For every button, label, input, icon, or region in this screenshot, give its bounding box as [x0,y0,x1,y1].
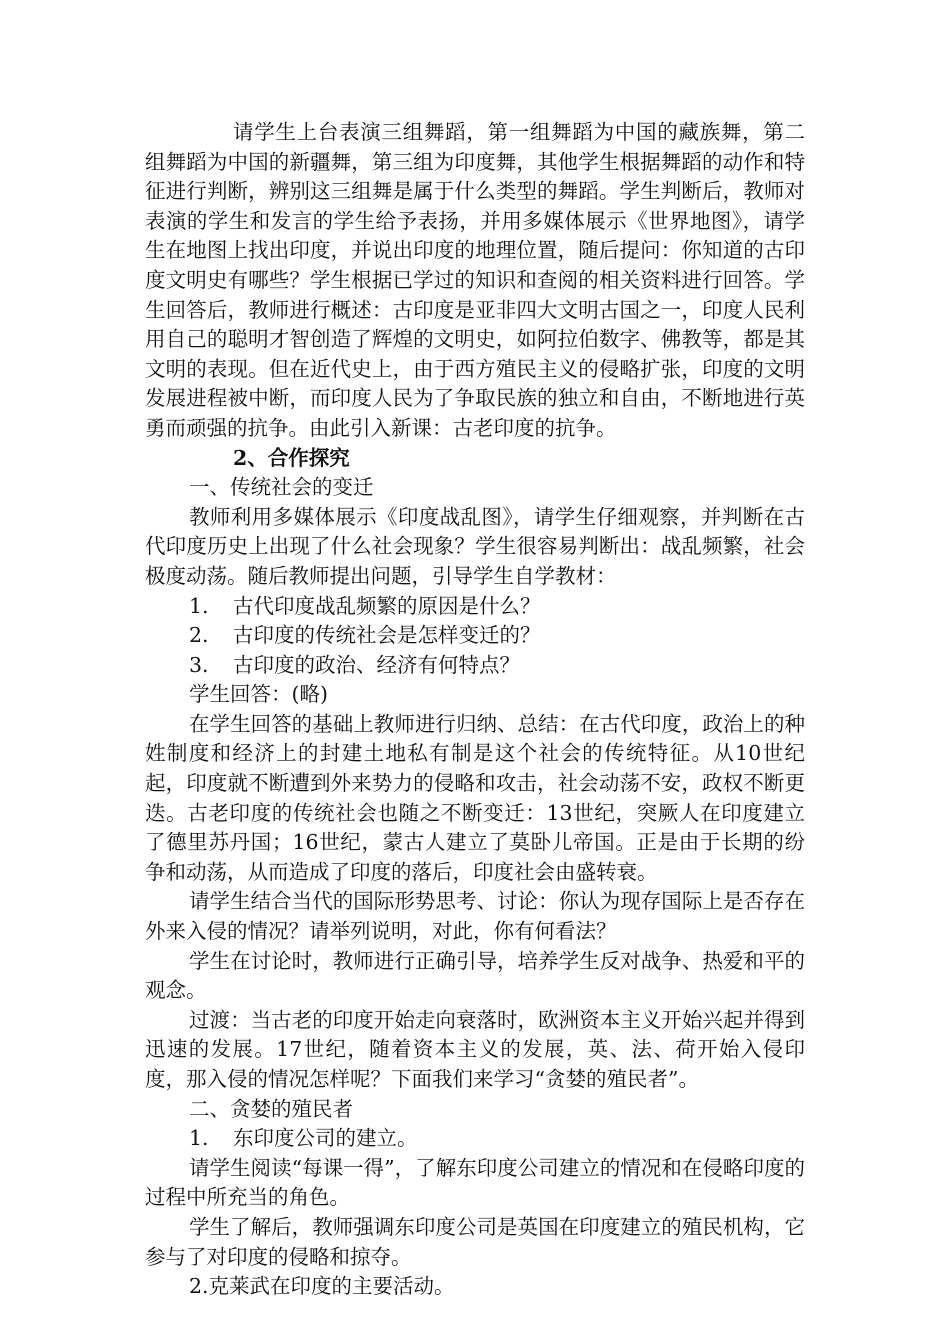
question-2 [145,621,805,651]
map-paragraph: 教师利用多媒体展示《印度战乱图》，请学生仔细观察，并判断在古代印度历史上出现了什么社会现象？学生很容易判断出：战乱频繁，社会极度动荡。随后教师提出问题，引导学生自学教材： [145,504,805,588]
question-3-number: 3. [189,652,209,677]
item-2: 2.克莱武在印度的主要活动。 [189,1274,455,1299]
discussion-paragraph: 请学生结合当代的国际形势思考、讨论：你认为现存国际上是否存在外来入侵的情况？请举列说明，对此，你有何看法？ [145,889,805,944]
item-1-number: 1. [189,1126,209,1151]
subsection-title-greedy-colonists: 二、贪婪的殖民者 [189,1096,353,1121]
question-3-text: 古印度的政治、经济有何特点？ [233,652,520,677]
question-1-text: 古代印度战乱频繁的原因是什么？ [233,593,541,618]
question-3 [145,651,805,681]
item-1-text: 东印度公司的建立。 [233,1126,418,1151]
company-paragraph: 学生了解后，教师强调东印度公司是英国在印度建立的殖民机构，它参与了对印度的侵略和掠夺。 [145,1214,805,1269]
question-1 [145,592,805,622]
section-heading-cooperative-inquiry: 2、合作探究 [233,445,350,470]
document-page [145,118,805,1302]
intro-paragraph: 请学生上台表演三组舞蹈，第一组舞蹈为中国的藏族舞，第二组舞蹈为中国的新疆舞，第三组为印度舞，其他学生根据舞蹈的动作和特征进行判断，辨别这三组舞是属于什么类型的舞蹈。学生判断后，教师对表演的学生和发言的学生给予表扬，并用多媒体展示《世界地图》，请学生在地图上找出印度，并说出印度的地理位置，随后提问：你知道的古印度文明史有哪些？学生根据已学过的知识和查阅的相关资料进行回答。学生回答后，教师进行概述：古印度是亚非四大文明古国之一，印度人民利用自己的聪明才智创造了辉煌的文明史，如阿拉伯数字、佛教等，都是其文明的表现。但在近代史上，由于西方殖民主义的侵略扩张，印度的文明发展进程被中断，而印度人民为了争取民族的独立和自由，不断地进行英勇而顽强的抗争。由此引入新课：古老印度的抗争。 [145,120,805,440]
item-1 [145,1124,805,1154]
question-1-number: 1. [189,593,209,618]
reading-paragraph: 请学生阅读“每课一得”，了解东印度公司建立的情况和在侵略印度的过程中所充当的角色。 [145,1155,805,1210]
summary-paragraph: 在学生回答的基础上教师进行归纳、总结：在古代印度，政治上的种姓制度和经济上的封建土地私有制是这个社会的传统特征。从10世纪起，印度就不断遭到外来势力的侵略和攻击，社会动荡不安，政权不断更迭。古老印度的传统社会也随之不断变迁：13世纪，突厥人在印度建立了德里苏丹国；16世纪，蒙古人建立了莫卧儿帝国。正是由于长期的纷争和动荡，从而造成了印度的落后，印度社会由盛转衰。 [145,711,805,884]
question-2-number: 2. [189,623,209,648]
transition-paragraph: 过渡：当古老的印度开始走向衰落时，欧洲资本主义开始兴起并得到迅速的发展。17世纪，随着资本主义的发展，英、法、荷开始入侵印度，那入侵的情况怎样呢？下面我们来学习“贪婪的殖民者”。 [145,1007,805,1091]
question-2-text: 古印度的传统社会是怎样变迁的？ [233,623,541,648]
guidance-paragraph: 学生在讨论时，教师进行正确引导，培养学生反对战争、热爱和平的观念。 [145,948,805,1003]
student-answer: 学生回答：(略) [189,682,328,707]
subsection-title-traditional-society: 一、传统社会的变迁 [189,475,374,500]
